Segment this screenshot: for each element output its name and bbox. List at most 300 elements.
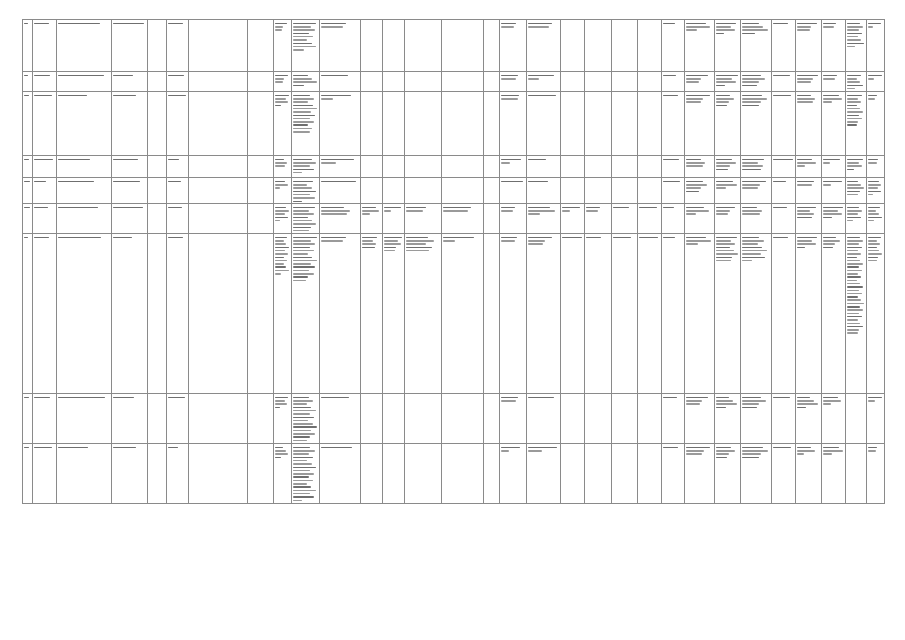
illegible-text-line <box>293 46 316 48</box>
illegible-text-line <box>293 433 315 435</box>
illegible-text-line <box>362 213 370 215</box>
illegible-text-line <box>293 397 308 399</box>
table-cell <box>360 92 382 156</box>
illegible-text-line <box>293 169 314 171</box>
illegible-text-line <box>868 95 877 97</box>
illegible-text-line <box>823 453 832 455</box>
table-cell <box>662 178 684 204</box>
illegible-text-line <box>34 95 51 97</box>
illegible-text-line <box>113 397 134 399</box>
illegible-text-line <box>293 39 307 41</box>
illegible-text-line <box>321 240 343 242</box>
table-cell <box>611 178 637 204</box>
illegible-text-line <box>868 159 878 161</box>
table-cell <box>500 92 526 156</box>
illegible-text-line <box>443 240 455 242</box>
illegible-text-line <box>823 400 841 402</box>
illegible-text-line <box>293 467 316 469</box>
illegible-text-line <box>716 210 730 212</box>
illegible-text-line <box>293 162 316 164</box>
illegible-text-line <box>293 194 310 196</box>
illegible-text-line <box>847 299 860 301</box>
table-cell <box>585 178 611 204</box>
table-cell <box>741 156 771 178</box>
illegible-text-line <box>321 98 333 100</box>
illegible-text-line <box>742 407 757 409</box>
illegible-text-line <box>716 260 731 262</box>
illegible-text-line <box>639 237 658 239</box>
illegible-text-line <box>501 75 517 77</box>
illegible-text-line <box>742 26 763 28</box>
illegible-text-line <box>443 207 471 209</box>
illegible-text-line <box>293 463 311 465</box>
illegible-text-line <box>321 397 349 399</box>
illegible-text-line <box>847 105 857 107</box>
illegible-text-line <box>742 453 761 455</box>
illegible-text-line <box>293 496 314 498</box>
illegible-text-line <box>686 450 704 452</box>
table-cell <box>741 394 771 444</box>
illegible-text-line <box>528 23 552 25</box>
illegible-text-line <box>686 26 711 28</box>
table-cell <box>57 444 112 504</box>
table-cell <box>247 156 273 178</box>
illegible-text-line <box>742 260 752 262</box>
illegible-text-line <box>823 240 840 242</box>
table-row <box>23 178 885 204</box>
illegible-text-line <box>686 453 702 455</box>
illegible-text-line <box>686 210 710 212</box>
illegible-text-line <box>742 85 756 87</box>
table-cell <box>360 20 382 72</box>
illegible-text-line <box>847 207 859 209</box>
illegible-text-line <box>742 165 763 167</box>
illegible-text-line <box>823 162 830 164</box>
table-cell <box>166 234 188 394</box>
table-cell <box>662 444 684 504</box>
illegible-text-line <box>686 184 708 186</box>
illegible-text-line <box>293 266 315 268</box>
illegible-text-line <box>847 253 861 255</box>
table-cell <box>662 204 684 234</box>
illegible-text-line <box>716 98 734 100</box>
table-cell <box>795 444 821 504</box>
illegible-text-line <box>716 85 725 87</box>
illegible-text-line <box>168 397 185 399</box>
table-cell <box>638 92 662 156</box>
illegible-text-line <box>823 78 835 80</box>
table-cell <box>441 92 483 156</box>
illegible-text-line <box>362 240 373 242</box>
illegible-text-line <box>868 184 882 186</box>
illegible-text-line <box>321 213 347 215</box>
illegible-text-line <box>823 207 843 209</box>
table-cell <box>383 20 405 72</box>
illegible-text-line <box>58 159 90 161</box>
table-cell <box>662 92 684 156</box>
table-cell <box>561 204 585 234</box>
illegible-text-line <box>275 184 288 186</box>
illegible-text-line <box>868 213 879 215</box>
illegible-text-line <box>797 75 819 77</box>
table-cell <box>638 234 662 394</box>
illegible-text-line <box>613 237 631 239</box>
illegible-text-line <box>847 115 859 117</box>
table-row <box>23 394 885 444</box>
table-row <box>23 204 885 234</box>
illegible-text-line <box>113 447 136 449</box>
illegible-text-line <box>293 191 316 193</box>
illegible-text-line <box>293 237 317 239</box>
illegible-text-line <box>293 253 308 255</box>
illegible-text-line <box>847 257 857 259</box>
illegible-text-line <box>24 237 28 239</box>
illegible-text-line <box>275 450 286 452</box>
illegible-text-line <box>742 81 759 83</box>
illegible-text-line <box>716 181 733 183</box>
illegible-text-line <box>58 181 94 183</box>
illegible-text-line <box>293 223 316 225</box>
illegible-text-line <box>716 240 731 242</box>
illegible-text-line <box>293 490 316 492</box>
table-cell <box>273 234 291 394</box>
table-cell <box>638 394 662 444</box>
table-cell <box>57 92 112 156</box>
table-cell <box>292 72 320 92</box>
table-cell <box>441 156 483 178</box>
table-cell <box>846 178 866 204</box>
illegible-text-line <box>58 207 97 209</box>
illegible-text-line <box>797 78 813 80</box>
table-cell <box>846 444 866 504</box>
illegible-text-line <box>686 78 702 80</box>
illegible-text-line <box>663 237 675 239</box>
table-cell <box>57 20 112 72</box>
illegible-text-line <box>847 124 856 126</box>
illegible-text-line <box>528 213 541 215</box>
illegible-text-line <box>847 165 862 167</box>
illegible-text-line <box>847 332 858 334</box>
table-cell <box>484 234 500 394</box>
illegible-text-line <box>716 453 729 455</box>
table-cell <box>484 72 500 92</box>
illegible-text-line <box>868 217 882 219</box>
illegible-text-line <box>742 98 767 100</box>
table-cell <box>822 178 846 204</box>
illegible-text-line <box>868 400 875 402</box>
table-cell <box>526 444 560 504</box>
table-cell <box>273 156 291 178</box>
illegible-text-line <box>293 270 309 272</box>
illegible-text-line <box>293 423 313 425</box>
table-cell <box>148 444 166 504</box>
illegible-text-line <box>443 210 468 212</box>
table-cell <box>188 204 247 234</box>
illegible-text-line <box>847 273 858 275</box>
table-cell <box>484 92 500 156</box>
table-cell <box>795 72 821 92</box>
illegible-text-line <box>847 210 861 212</box>
illegible-text-line <box>663 397 676 399</box>
illegible-text-line <box>823 403 831 405</box>
illegible-text-line <box>24 95 29 97</box>
illegible-text-line <box>293 49 304 51</box>
illegible-text-line <box>384 210 391 212</box>
illegible-text-line <box>663 207 674 209</box>
illegible-text-line <box>773 159 793 161</box>
illegible-text-line <box>275 162 287 164</box>
illegible-text-line <box>847 286 862 288</box>
table-cell <box>526 234 560 394</box>
illegible-text-line <box>847 184 860 186</box>
table-cell <box>585 394 611 444</box>
table-cell <box>188 178 247 204</box>
table-cell <box>741 444 771 504</box>
table-row <box>23 444 885 504</box>
illegible-text-line <box>797 403 818 405</box>
table-cell <box>112 92 148 156</box>
table-cell <box>405 156 441 178</box>
illegible-text-line <box>406 243 426 245</box>
illegible-text-line <box>847 33 861 35</box>
table-cell <box>638 72 662 92</box>
illegible-text-line <box>868 260 877 262</box>
illegible-text-line <box>275 210 289 212</box>
table-cell <box>33 394 57 444</box>
table-cell <box>23 394 33 444</box>
table-cell <box>57 178 112 204</box>
illegible-text-line <box>293 105 313 107</box>
illegible-text-line <box>847 111 863 113</box>
table-cell <box>23 204 33 234</box>
table-cell <box>23 178 33 204</box>
illegible-text-line <box>797 213 814 215</box>
illegible-text-line <box>823 75 837 77</box>
illegible-text-line <box>742 250 767 252</box>
illegible-text-line <box>686 165 704 167</box>
table-cell <box>292 20 320 72</box>
illegible-text-line <box>293 217 308 219</box>
illegible-text-line <box>24 397 29 399</box>
illegible-text-line <box>293 201 302 203</box>
illegible-text-line <box>797 29 810 31</box>
table-cell <box>23 156 33 178</box>
illegible-text-line <box>528 78 539 80</box>
illegible-text-line <box>797 159 813 161</box>
illegible-text-line <box>293 181 313 183</box>
illegible-text-line <box>275 397 288 399</box>
illegible-text-line <box>406 237 428 239</box>
illegible-text-line <box>275 447 283 449</box>
illegible-text-line <box>293 124 308 126</box>
illegible-text-line <box>847 276 860 278</box>
illegible-text-line <box>24 75 28 77</box>
illegible-text-line <box>293 29 315 31</box>
illegible-text-line <box>797 217 813 219</box>
table-cell <box>741 92 771 156</box>
table-cell <box>383 156 405 178</box>
table-cell <box>112 20 148 72</box>
table-cell <box>166 444 188 504</box>
table-cell <box>846 394 866 444</box>
table-cell <box>638 444 662 504</box>
illegible-text-line <box>275 407 280 409</box>
table-cell <box>112 156 148 178</box>
illegible-text-line <box>562 210 570 212</box>
illegible-text-line <box>293 85 304 87</box>
illegible-text-line <box>686 95 710 97</box>
table-cell <box>273 394 291 444</box>
illegible-text-line <box>823 447 839 449</box>
table-cell <box>441 234 483 394</box>
illegible-text-line <box>528 26 549 28</box>
illegible-text-line <box>716 403 737 405</box>
illegible-text-line <box>847 169 854 171</box>
illegible-text-line <box>797 23 817 25</box>
table-cell <box>795 394 821 444</box>
illegible-text-line <box>34 397 50 399</box>
illegible-text-line <box>528 181 548 183</box>
illegible-text-line <box>321 26 342 28</box>
illegible-text-line <box>293 23 316 25</box>
illegible-text-line <box>716 81 737 83</box>
illegible-text-line <box>113 181 140 183</box>
table-cell <box>292 156 320 178</box>
table-cell <box>247 20 273 72</box>
illegible-text-line <box>384 237 402 239</box>
table-cell <box>57 72 112 92</box>
illegible-text-line <box>797 165 805 167</box>
table-cell <box>57 234 112 394</box>
table-cell <box>360 234 382 394</box>
table-cell <box>638 156 662 178</box>
illegible-text-line <box>293 493 310 495</box>
table-cell <box>771 178 795 204</box>
illegible-text-line <box>716 447 731 449</box>
table-cell <box>320 204 360 234</box>
illegible-text-line <box>823 450 843 452</box>
illegible-text-line <box>868 240 878 242</box>
illegible-text-line <box>716 101 729 103</box>
illegible-text-line <box>823 210 838 212</box>
illegible-text-line <box>716 207 735 209</box>
illegible-text-line <box>847 78 857 80</box>
illegible-text-line <box>293 197 315 199</box>
table-cell <box>148 92 166 156</box>
illegible-text-line <box>773 207 787 209</box>
table-cell <box>500 234 526 394</box>
illegible-text-line <box>847 29 858 31</box>
illegible-text-line <box>847 101 861 103</box>
illegible-text-line <box>847 95 862 97</box>
illegible-text-line <box>275 217 288 219</box>
illegible-text-line <box>406 240 434 242</box>
illegible-text-line <box>663 23 675 25</box>
table-cell <box>714 394 740 444</box>
illegible-text-line <box>847 75 861 77</box>
table-cell <box>822 234 846 394</box>
table-cell <box>188 444 247 504</box>
table-cell <box>247 72 273 92</box>
illegible-text-line <box>797 181 814 183</box>
illegible-text-line <box>716 159 732 161</box>
table-cell <box>405 92 441 156</box>
illegible-text-line <box>293 250 314 252</box>
illegible-text-line <box>742 101 761 103</box>
table-cell <box>405 178 441 204</box>
table-cell <box>771 156 795 178</box>
table-cell <box>383 394 405 444</box>
illegible-text-line <box>847 247 862 249</box>
illegible-text-line <box>742 162 758 164</box>
illegible-text-line <box>716 78 733 80</box>
table-cell <box>500 156 526 178</box>
illegible-text-line <box>275 220 281 222</box>
table-cell <box>611 20 637 72</box>
illegible-text-line <box>113 75 133 77</box>
illegible-text-line <box>528 243 543 245</box>
table-cell <box>771 234 795 394</box>
table-cell <box>822 20 846 72</box>
table-cell <box>33 92 57 156</box>
illegible-text-line <box>823 184 831 186</box>
illegible-text-line <box>275 253 288 255</box>
illegible-text-line <box>797 453 804 455</box>
illegible-text-line <box>716 457 727 459</box>
table-cell <box>23 234 33 394</box>
illegible-text-line <box>113 95 136 97</box>
table-cell <box>585 72 611 92</box>
illegible-text-line <box>293 470 310 472</box>
table-cell <box>57 394 112 444</box>
illegible-text-line <box>293 98 314 100</box>
table-cell <box>383 178 405 204</box>
table-cell <box>320 178 360 204</box>
illegible-text-line <box>847 108 860 110</box>
table-cell <box>741 72 771 92</box>
illegible-text-line <box>773 181 786 183</box>
illegible-text-line <box>686 243 698 245</box>
illegible-text-line <box>293 78 312 80</box>
table-cell <box>714 234 740 394</box>
table-cell <box>112 444 148 504</box>
illegible-text-line <box>293 118 309 120</box>
illegible-text-line <box>293 473 314 475</box>
table-cell <box>866 20 884 72</box>
illegible-text-line <box>847 162 859 164</box>
table-cell <box>714 156 740 178</box>
illegible-text-line <box>639 207 657 209</box>
illegible-text-line <box>501 23 516 25</box>
illegible-text-line <box>847 220 852 222</box>
illegible-text-line <box>716 407 726 409</box>
illegible-text-line <box>406 250 429 252</box>
table-cell <box>33 156 57 178</box>
illegible-text-line <box>847 85 863 87</box>
illegible-text-line <box>773 95 792 97</box>
table-cell <box>500 394 526 444</box>
illegible-text-line <box>293 33 309 35</box>
illegible-text-line <box>275 181 285 183</box>
illegible-text-line <box>528 447 557 449</box>
illegible-text-line <box>686 213 696 215</box>
illegible-text-line <box>742 403 759 405</box>
illegible-text-line <box>823 243 835 245</box>
illegible-text-line <box>868 23 881 25</box>
illegible-text-line <box>847 280 856 282</box>
illegible-text-line <box>501 98 517 100</box>
table-cell <box>292 444 320 504</box>
